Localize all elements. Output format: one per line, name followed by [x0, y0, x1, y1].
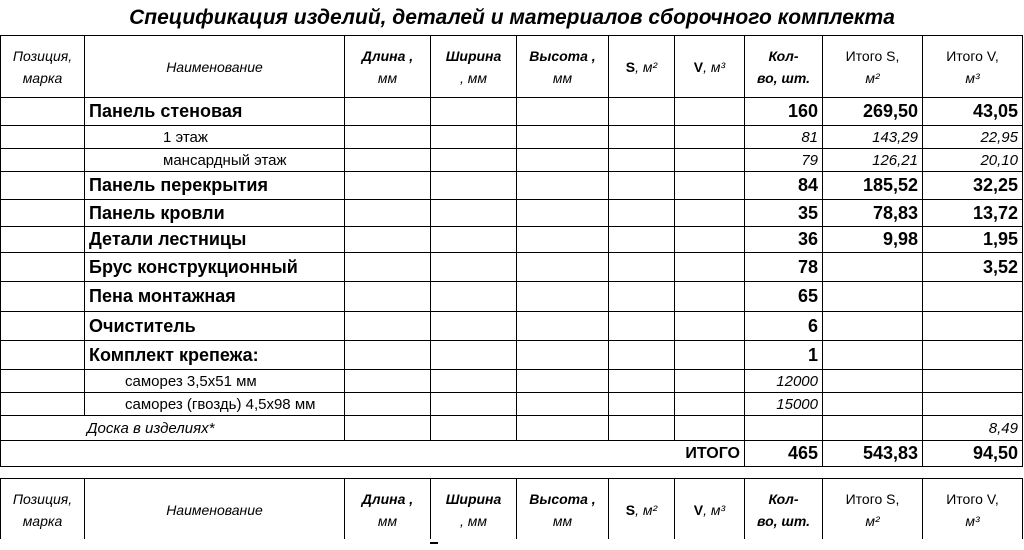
total-label: ИТОГО [1, 441, 745, 467]
header-position: Позиция, марка [1, 479, 85, 541]
table-row [1, 416, 1023, 441]
header-height: Высота , мм [517, 479, 609, 541]
row-qty: 35 [745, 200, 823, 227]
table-row [1, 98, 1023, 126]
cropped-mark [430, 542, 438, 550]
table-row [1, 370, 1023, 393]
row-qty: 65 [745, 282, 823, 312]
total-qty: 465 [745, 441, 823, 467]
row-total-area [823, 341, 923, 370]
table-header-row [1, 36, 1023, 98]
row-name: Брус конструкционный [85, 253, 345, 282]
row-total-area: 126,21 [823, 149, 923, 172]
row-qty: 12000 [745, 370, 823, 393]
header-height: Высота , мм [517, 36, 609, 98]
table-row [1, 312, 1023, 341]
header-width: Ширина , мм [431, 479, 517, 541]
row-name: саморез (гвоздь) 4,5х98 мм [85, 393, 345, 416]
row-qty: 81 [745, 126, 823, 149]
row-qty: 36 [745, 227, 823, 253]
header-total-area: Итого S, м² [823, 36, 923, 98]
row-total-area [823, 416, 923, 441]
page-title: Спецификация изделий, деталей и материалов сборочного комплекта [129, 6, 895, 29]
row-total-volume [923, 341, 1023, 370]
row-total-area: 143,29 [823, 126, 923, 149]
header-area: S, м² [609, 479, 675, 541]
row-total-volume: 13,72 [923, 200, 1023, 227]
header-volume: V, м³ [675, 479, 745, 541]
row-total-area [823, 312, 923, 341]
row-qty: 15000 [745, 393, 823, 416]
header-length: Длина , мм [345, 479, 431, 541]
header-name: Наименование [85, 479, 345, 541]
header-area: S, м² [609, 36, 675, 98]
row-total-area [823, 253, 923, 282]
row-qty [745, 416, 823, 441]
total-area: 543,83 [823, 441, 923, 467]
row-total-volume [923, 282, 1023, 312]
row-name: Комплект крепежа: [85, 341, 345, 370]
row-total-volume: 22,95 [923, 126, 1023, 149]
row-qty: 79 [745, 149, 823, 172]
row-qty: 78 [745, 253, 823, 282]
table-row [1, 253, 1023, 282]
row-name: 1 этаж [85, 126, 345, 149]
row-total-volume [923, 370, 1023, 393]
header-quantity: Кол- во, шт. [745, 36, 823, 98]
row-name: Пена монтажная [85, 282, 345, 312]
row-total-volume: 8,49 [923, 416, 1023, 441]
header-total-area: Итого S, м² [823, 479, 923, 541]
row-name: Доска в изделиях* [1, 416, 345, 441]
specification-table [0, 35, 1023, 467]
table-row [1, 172, 1023, 200]
table-row [1, 200, 1023, 227]
table-row [1, 341, 1023, 370]
row-total-area [823, 393, 923, 416]
row-total-area: 78,83 [823, 200, 923, 227]
row-name: Панель перекрытия [85, 172, 345, 200]
page-bottom-edge [0, 539, 1024, 548]
row-total-area: 269,50 [823, 98, 923, 126]
row-total-area: 9,98 [823, 227, 923, 253]
table-row [1, 126, 1023, 149]
row-total-volume: 43,05 [923, 98, 1023, 126]
row-total-volume: 3,52 [923, 253, 1023, 282]
row-name: Панель кровли [85, 200, 345, 227]
row-name: Очиститель [85, 312, 345, 341]
row-total-area [823, 282, 923, 312]
row-qty: 160 [745, 98, 823, 126]
header-width: Ширина , мм [431, 36, 517, 98]
table-row [1, 282, 1023, 312]
row-total-volume: 1,95 [923, 227, 1023, 253]
row-total-volume: 20,10 [923, 149, 1023, 172]
row-name: Детали лестницы [85, 227, 345, 253]
row-qty: 1 [745, 341, 823, 370]
total-row [1, 441, 1023, 467]
row-name: Панель стеновая [85, 98, 345, 126]
row-name: мансардный этаж [85, 149, 345, 172]
header-total-volume: Итого V, м³ [923, 36, 1023, 98]
row-total-volume [923, 312, 1023, 341]
header-length: Длина , мм [345, 36, 431, 98]
row-total-area [823, 370, 923, 393]
row-total-volume: 32,25 [923, 172, 1023, 200]
header-quantity: Кол- во, шт. [745, 479, 823, 541]
header-total-volume: Итого V, м³ [923, 479, 1023, 541]
header-name: Наименование [85, 36, 345, 98]
row-qty: 84 [745, 172, 823, 200]
row-qty: 6 [745, 312, 823, 341]
row-total-volume [923, 393, 1023, 416]
header-position: Позиция, марка [1, 36, 85, 98]
row-total-area: 185,52 [823, 172, 923, 200]
table-header-row [1, 479, 1023, 541]
table-row [1, 227, 1023, 253]
repeated-header-table [0, 478, 1023, 541]
table-row [1, 149, 1023, 172]
header-volume: V, м³ [675, 36, 745, 98]
total-volume: 94,50 [923, 441, 1023, 467]
row-name: саморез 3,5х51 мм [85, 370, 345, 393]
table-row [1, 393, 1023, 416]
